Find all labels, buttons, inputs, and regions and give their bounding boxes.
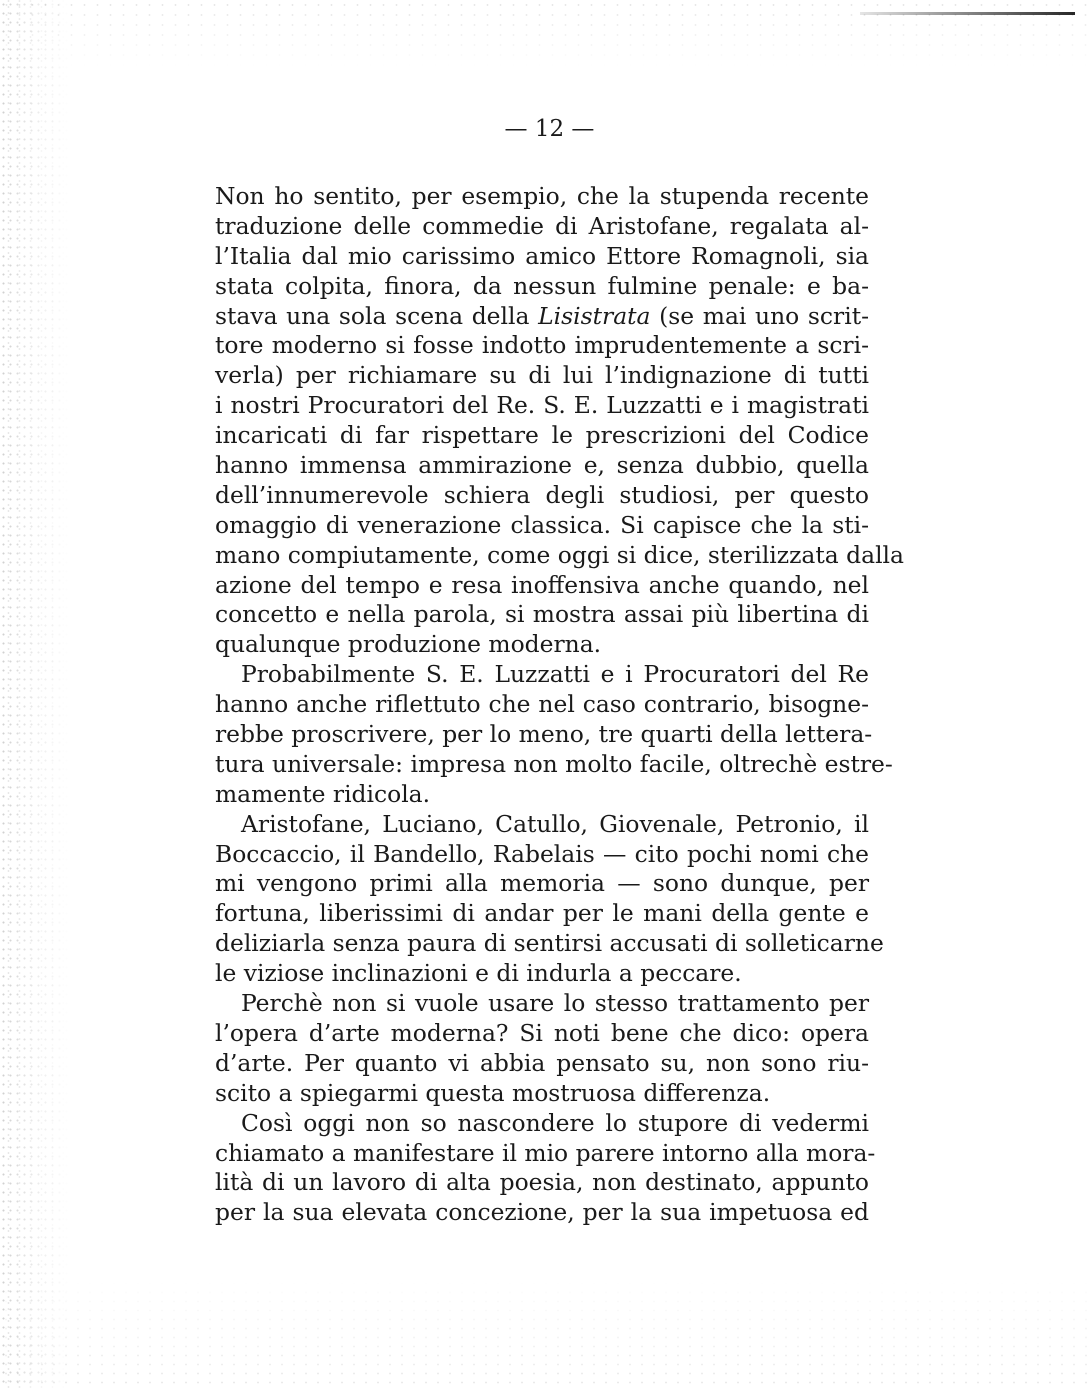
text-line: Perchè non si vuole usare lo stesso trattamento per — [241, 989, 869, 1018]
scan-noise-top — [0, 0, 1087, 70]
text-line: incaricati di far rispettare le prescrizioni del Codice — [215, 421, 869, 450]
text-line: l’opera d’arte moderna? Si noti bene che dico: opera — [215, 1018, 869, 1047]
paragraph — [215, 1108, 876, 1229]
page-number: — 12 — — [504, 116, 595, 142]
text-line: mamente ridicola. — [215, 779, 431, 808]
text-line: hanno immensa ammirazione e, senza dubbio, quella — [215, 451, 869, 480]
text-line: traduzione delle commedie di Aristofane, regalata al- — [215, 211, 869, 240]
text-line: Probabilmente S. E. Luzzatti e i Procuratori del Re — [241, 660, 869, 689]
text-line: lità di un lavoro di alta poesia, non destinato, appunto — [215, 1168, 869, 1197]
body-text — [215, 182, 904, 1228]
scan-edge-mark — [860, 12, 1075, 15]
paragraph — [215, 809, 884, 989]
text-line — [215, 302, 869, 332]
text-line: Aristofane, Luciano, Catullo, Giovenale, Petronio, il — [241, 809, 869, 838]
text-line: qualunque produzione moderna. — [215, 630, 602, 659]
text-line: fortuna, liberissimi di andar per le mani della gente e — [215, 899, 869, 928]
text-line: hanno anche riflettuto che nel caso contrario, bisogne- — [215, 690, 869, 719]
paragraph — [215, 182, 904, 660]
text-line: mano compiutamente, come oggi si dice, sterilizzata dalla — [215, 540, 904, 569]
paragraph — [215, 989, 869, 1109]
text-line: rebbe proscrivere, per lo meno, tre quarti della lettera- — [215, 720, 873, 749]
text-line: per la sua elevata concezione, per la sua impetuosa ed — [215, 1198, 869, 1227]
text-line: le viziose inclinazioni e di indurla a peccare. — [215, 959, 742, 988]
text-line: verla) per richiamare su di lui l’indignazione di tutti — [215, 361, 869, 390]
text-line: stata colpita, finora, da nessun fulmine penale: e ba- — [215, 271, 869, 300]
scan-noise-left — [0, 0, 70, 1389]
paragraph — [215, 660, 893, 809]
text-line: concetto e nella parola, si mostra assai più libertina di — [215, 600, 869, 629]
text-line: azione del tempo e resa inoffensiva anche quando, nel — [215, 570, 869, 599]
text-line: d’arte. Per quanto vi abbia pensato su, non sono riu- — [215, 1048, 869, 1077]
text-line: l’Italia dal mio carissimo amico Ettore Romagnoli, sia — [215, 241, 869, 270]
text-line: Così oggi non so nascondere lo stupore di vedermi — [241, 1108, 869, 1137]
text-line: deliziarla senza paura di sentirsi accusati di solleticarne — [215, 929, 884, 958]
text-line: mi vengono primi alla memoria — sono dunque, per — [215, 869, 869, 898]
text-line: tura universale: impresa non molto facile, oltrechè estre- — [215, 749, 893, 778]
text-line: omaggio di venerazione classica. Si capisce che la sti- — [215, 510, 869, 539]
text-line: chiamato a manifestare il mio parere intorno alla mora- — [215, 1138, 876, 1167]
text-line: Non ho sentito, per esempio, che la stupenda recente — [215, 182, 869, 210]
text-line: Boccaccio, il Bandello, Rabelais — cito pochi nomi che — [215, 839, 869, 868]
italic-title: Lisistrata — [538, 301, 651, 330]
text-line: i nostri Procuratori del Re. S. E. Luzzatti e i magistrati — [215, 391, 869, 420]
text-line: tore moderno si fosse indotto imprudentemente a scri- — [215, 331, 869, 360]
text-line: dell’innumerevole schiera degli studiosi, per questo — [215, 480, 869, 509]
text-line: scito a spiegarmi questa mostruosa differenza. — [215, 1078, 771, 1107]
scan-noise-bottom — [0, 1279, 1087, 1389]
text-segment: stava una sola scena della — [215, 301, 539, 330]
text-segment: (se mai uno scrit- — [650, 301, 870, 330]
